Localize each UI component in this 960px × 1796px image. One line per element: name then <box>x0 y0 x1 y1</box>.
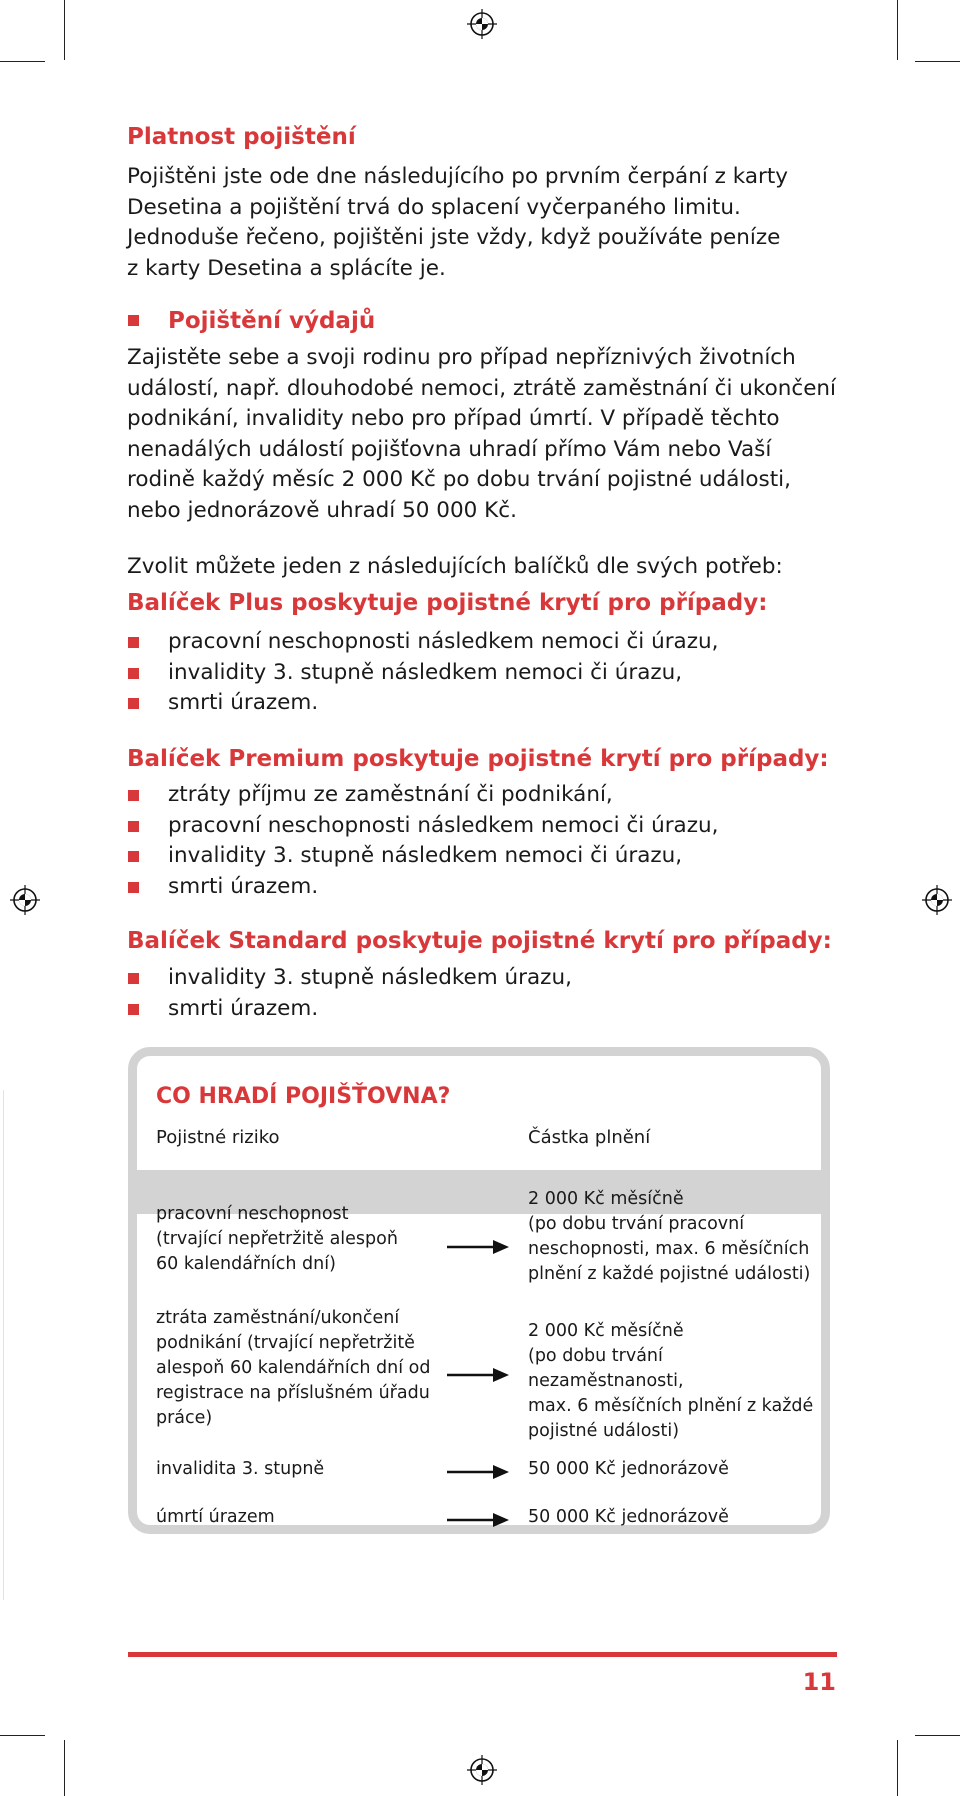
list-item <box>127 811 718 842</box>
cell-line: 2 000 Kč měsíčně <box>528 1321 684 1341</box>
list-item-text: invalidity 3. stupně následkem úrazu, <box>168 965 572 990</box>
validity-line: Pojištěni jste ode dne následujícího po prvním čerpání z karty <box>127 164 789 189</box>
amount-cell <box>528 1187 818 1287</box>
cell-line: pojistné události) <box>528 1421 680 1441</box>
expenses-line: nenadálých událostí pojišťovna uhradí přímo Vám nebo Vaší <box>127 436 772 462</box>
cell-line: alespoň 60 kalendářních dní od <box>156 1358 431 1378</box>
column-header-risk: Pojistné riziko <box>156 1127 280 1148</box>
expenses-line: nebo jednorázově uhradí 50 000 Kč. <box>127 497 517 523</box>
cell-line: invalidita 3. stupně <box>156 1459 325 1479</box>
validity-line: Desetina a pojištění trvá do splacení vyčerpaného limitu. <box>127 194 741 220</box>
cell-line: 50 000 Kč jednorázově <box>528 1459 729 1479</box>
cell-line: (trvající nepřetržitě alespoň <box>156 1229 398 1249</box>
cell-line: ztráta zaměstnání/ukončení <box>156 1308 400 1328</box>
arrow-right-icon <box>447 1367 509 1383</box>
package-premium-list <box>127 780 718 902</box>
list-item <box>127 841 718 872</box>
expenses-line: podnikání, invalidity nebo pro případ úmrtí. V případě těchto <box>127 406 780 431</box>
choose-package-text: Zvolit můžete jeden z následujících balíčků dle svých potřeb: <box>127 554 783 579</box>
cell-line: 50 000 Kč jednorázově <box>528 1507 729 1527</box>
expenses-line: rodině každý měsíc 2 000 Kč po dobu trvání pojistné události, <box>127 467 791 492</box>
bullet-square-icon <box>128 790 139 801</box>
list-item <box>127 963 572 994</box>
registration-mark-icon <box>10 885 40 915</box>
bullet-square-icon <box>128 698 139 709</box>
bullet-square-icon <box>128 851 139 862</box>
list-item <box>127 872 718 903</box>
package-plus-list <box>127 627 718 719</box>
crop-mark <box>897 0 898 60</box>
crop-mark <box>915 1735 960 1736</box>
risk-cell <box>156 1457 426 1482</box>
registration-mark-icon <box>467 9 497 39</box>
risk-cell <box>156 1202 426 1277</box>
crop-mark <box>0 61 45 62</box>
cell-line: 2 000 Kč měsíčně <box>528 1189 684 1209</box>
amount-cell <box>528 1319 818 1444</box>
bullet-square-icon <box>128 637 139 648</box>
arrow-right-icon <box>447 1512 509 1528</box>
list-item-text: smrti úrazem. <box>168 690 319 715</box>
footer-rule <box>128 1652 837 1657</box>
arrow-right-icon <box>447 1464 509 1480</box>
package-plus-heading: Balíček Plus poskytuje pojistné krytí pro případy: <box>127 590 768 616</box>
validity-paragraph <box>127 162 847 284</box>
list-item-text: pracovní neschopnosti následkem nemoci či úrazu, <box>168 812 719 838</box>
list-item <box>127 780 718 811</box>
cell-line: podnikání (trvající nepřetržitě <box>156 1333 415 1353</box>
expenses-heading-row <box>127 306 960 336</box>
validity-line: Jednoduše řečeno, pojištěni jste vždy, když používáte peníze <box>127 225 781 250</box>
list-item <box>127 658 718 689</box>
risk-cell <box>156 1505 426 1530</box>
amount-cell <box>528 1457 818 1482</box>
package-premium-heading: Balíček Premium poskytuje pojistné krytí pro případy: <box>127 746 829 772</box>
list-item-text: smrti úrazem. <box>168 995 319 1021</box>
cell-line: max. 6 měsíčních plnění z každé <box>528 1396 814 1416</box>
crop-mark <box>64 1740 65 1796</box>
cell-line: práce) <box>156 1408 213 1428</box>
crop-mark <box>64 0 65 60</box>
expenses-paragraph <box>127 343 847 526</box>
crop-mark <box>915 61 960 62</box>
validity-line: z karty Desetina a splácíte je. <box>127 255 446 281</box>
bullet-square-icon <box>128 668 139 679</box>
expenses-line: událostí, např. dlouhodobé nemoci, ztrátě zaměstnání či ukončení <box>127 375 837 401</box>
cell-line: (po dobu trvání nezaměstnanosti, <box>528 1346 684 1391</box>
package-standard-heading: Balíček Standard poskytuje pojistné krytí pro případy: <box>127 928 832 954</box>
cell-line: pracovní neschopnost <box>156 1204 349 1224</box>
cell-line: plnění z každé pojistné události) <box>528 1264 811 1284</box>
bullet-square-icon <box>128 882 139 893</box>
list-item-text: ztráty příjmu ze zaměstnání či podnikání, <box>168 782 613 807</box>
list-item-text: invalidity 3. stupně následkem nemoci či úrazu, <box>168 843 683 868</box>
list-item-text: invalidity 3. stupně následkem nemoci či úrazu, <box>168 659 683 685</box>
cell-line: 60 kalendářních dní) <box>156 1254 336 1274</box>
side-rule <box>3 1090 4 1600</box>
list-item <box>127 627 718 658</box>
cell-line: neschopnosti, max. 6 měsíčních <box>528 1239 810 1259</box>
bullet-square-icon <box>128 821 139 832</box>
coverage-box <box>128 1047 830 1534</box>
list-item <box>127 688 718 719</box>
list-item <box>127 994 572 1025</box>
amount-cell <box>528 1505 818 1530</box>
package-standard-list <box>127 963 572 1024</box>
crop-mark <box>897 1740 898 1796</box>
cell-line: úmrtí úrazem <box>156 1507 275 1527</box>
list-item-text: smrti úrazem. <box>168 873 319 899</box>
cell-line: (po dobu trvání pracovní <box>528 1214 745 1234</box>
bullet-square-icon <box>128 315 139 326</box>
expenses-line: Zajistěte sebe a svoji rodinu pro případ nepříznivých životních <box>127 345 796 370</box>
bullet-square-icon <box>128 1004 139 1015</box>
coverage-box-title: CO HRADÍ POJIŠŤOVNA? <box>156 1084 451 1109</box>
arrow-right-icon <box>447 1239 509 1255</box>
crop-mark <box>0 1735 45 1736</box>
expenses-heading: Pojištění výdajů <box>168 308 376 334</box>
registration-mark-icon <box>922 885 952 915</box>
validity-heading: Platnost pojištění <box>127 124 356 150</box>
column-header-amount: Částka plnění <box>528 1127 651 1148</box>
risk-cell <box>156 1306 431 1431</box>
cell-line: registrace na příslušném úřadu <box>156 1383 430 1403</box>
page-number: 11 <box>802 1668 836 1696</box>
list-item-text: pracovní neschopnosti následkem nemoci či úrazu, <box>168 629 719 654</box>
bullet-square-icon <box>128 973 139 984</box>
registration-mark-icon <box>467 1755 497 1785</box>
